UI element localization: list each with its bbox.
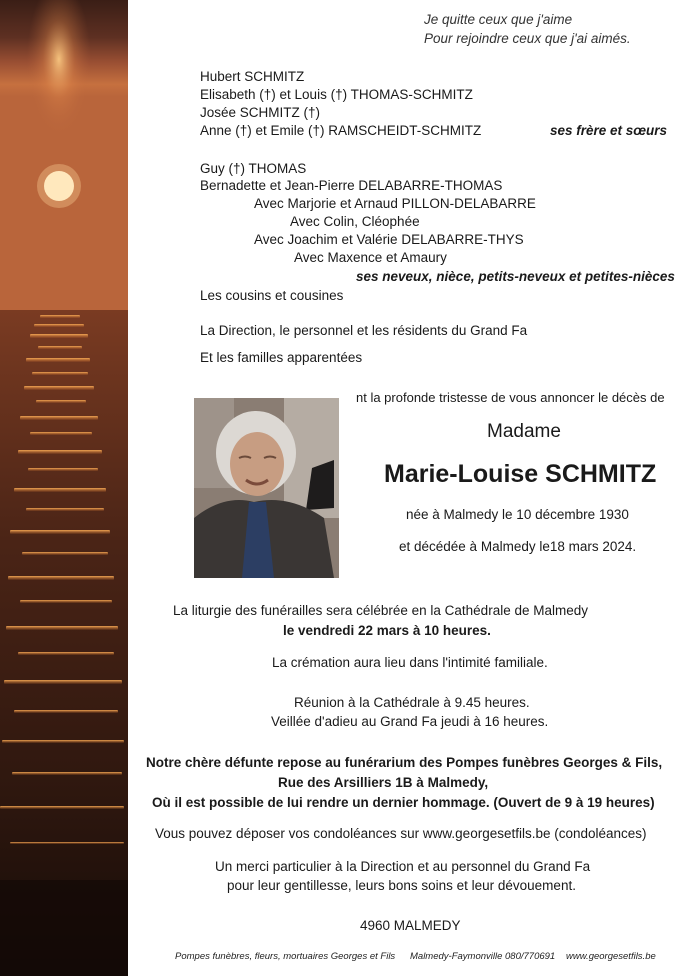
sibling-name: Elisabeth (†) et Louis (†) THOMAS-SCHMITZ xyxy=(200,87,473,102)
footer-website: www.georgesetfils.be xyxy=(566,951,656,962)
families-line: Et les familles apparentées xyxy=(200,350,363,365)
cremation-line: La crémation aura lieu dans l'intimité familiale. xyxy=(272,655,548,670)
footer-company: Pompes funèbres, fleurs, mortuaires Georges et Fils xyxy=(175,951,396,962)
nephew-name: Guy (†) THOMAS xyxy=(200,161,307,176)
funeral-line-1: La liturgie des funérailles sera célébrée en la Cathédrale de Malmedy xyxy=(173,603,588,618)
thanks-line-1: Un merci particulier à la Direction et au personnel du Grand Fa xyxy=(215,859,591,874)
nephew-name: Avec Maxence et Amaury xyxy=(294,250,447,265)
announcement-intro: nt la profonde tristesse de vous annoncer le décès de xyxy=(356,390,665,405)
deceased-photo xyxy=(194,398,339,578)
funerarium-line-1: Notre chère défunte repose au funérarium des Pompes funèbres Georges & Fils, xyxy=(146,755,663,770)
announcement-title: Madame xyxy=(487,421,561,442)
sibling-name: Anne (†) et Emile (†) RAMSCHEIDT-SCHMITZ xyxy=(200,123,482,138)
nephew-name: Avec Marjorie et Arnaud PILLON-DELABARRE xyxy=(254,196,536,211)
nephews-label: ses neveux, nièce, petits-neveux et petites-nièces xyxy=(356,269,675,284)
death-line: et décédée à Malmedy le18 mars 2024. xyxy=(399,539,637,554)
nephew-name: Avec Joachim et Valérie DELABARRE-THYS xyxy=(254,232,524,247)
meeting-line: Réunion à la Cathédrale à 9.45 heures. xyxy=(294,695,530,710)
siblings-label: ses frère et sœurs xyxy=(550,123,668,138)
birth-line: née à Malmedy le 10 décembre 1930 xyxy=(406,507,629,522)
footer-location: Malmedy-Faymonville 080/770691 xyxy=(410,951,556,962)
funeral-date: le vendredi 22 mars à 10 heures. xyxy=(283,623,491,638)
quote-line-1: Je quitte ceux que j'aime xyxy=(424,12,573,27)
direction-line: La Direction, le personnel et les résidents du Grand Fa xyxy=(200,323,528,338)
vigil-line: Veillée d'adieu au Grand Fa jeudi à 16 heures. xyxy=(271,714,549,729)
postal-line: 4960 MALMEDY xyxy=(360,918,461,933)
nephew-name: Bernadette et Jean-Pierre DELABARRE-THOMAS xyxy=(200,178,503,193)
deceased-name: Marie-Louise SCHMITZ xyxy=(384,460,657,488)
thanks-line-2: pour leur gentillesse, leurs bons soins et leur dévouement. xyxy=(227,878,576,893)
condolences-line: Vous pouvez déposer vos condoléances sur www.georgesetfils.be (condoléances) xyxy=(155,826,647,841)
quote-line-2: Pour rejoindre ceux que j'ai aimés. xyxy=(424,31,631,46)
funerarium-line-3: Où il est possible de lui rendre un dernier hommage. (Ouvert de 9 à 19 heures) xyxy=(152,795,655,810)
funerarium-line-2: Rue des Arsilliers 1B à Malmedy, xyxy=(278,775,489,790)
cousins-line: Les cousins et cousines xyxy=(200,288,344,303)
nephew-name: Avec Colin, Cléophée xyxy=(290,214,420,229)
sibling-name: Hubert SCHMITZ xyxy=(200,69,305,84)
sibling-name: Josée SCHMITZ (†) xyxy=(200,105,321,120)
